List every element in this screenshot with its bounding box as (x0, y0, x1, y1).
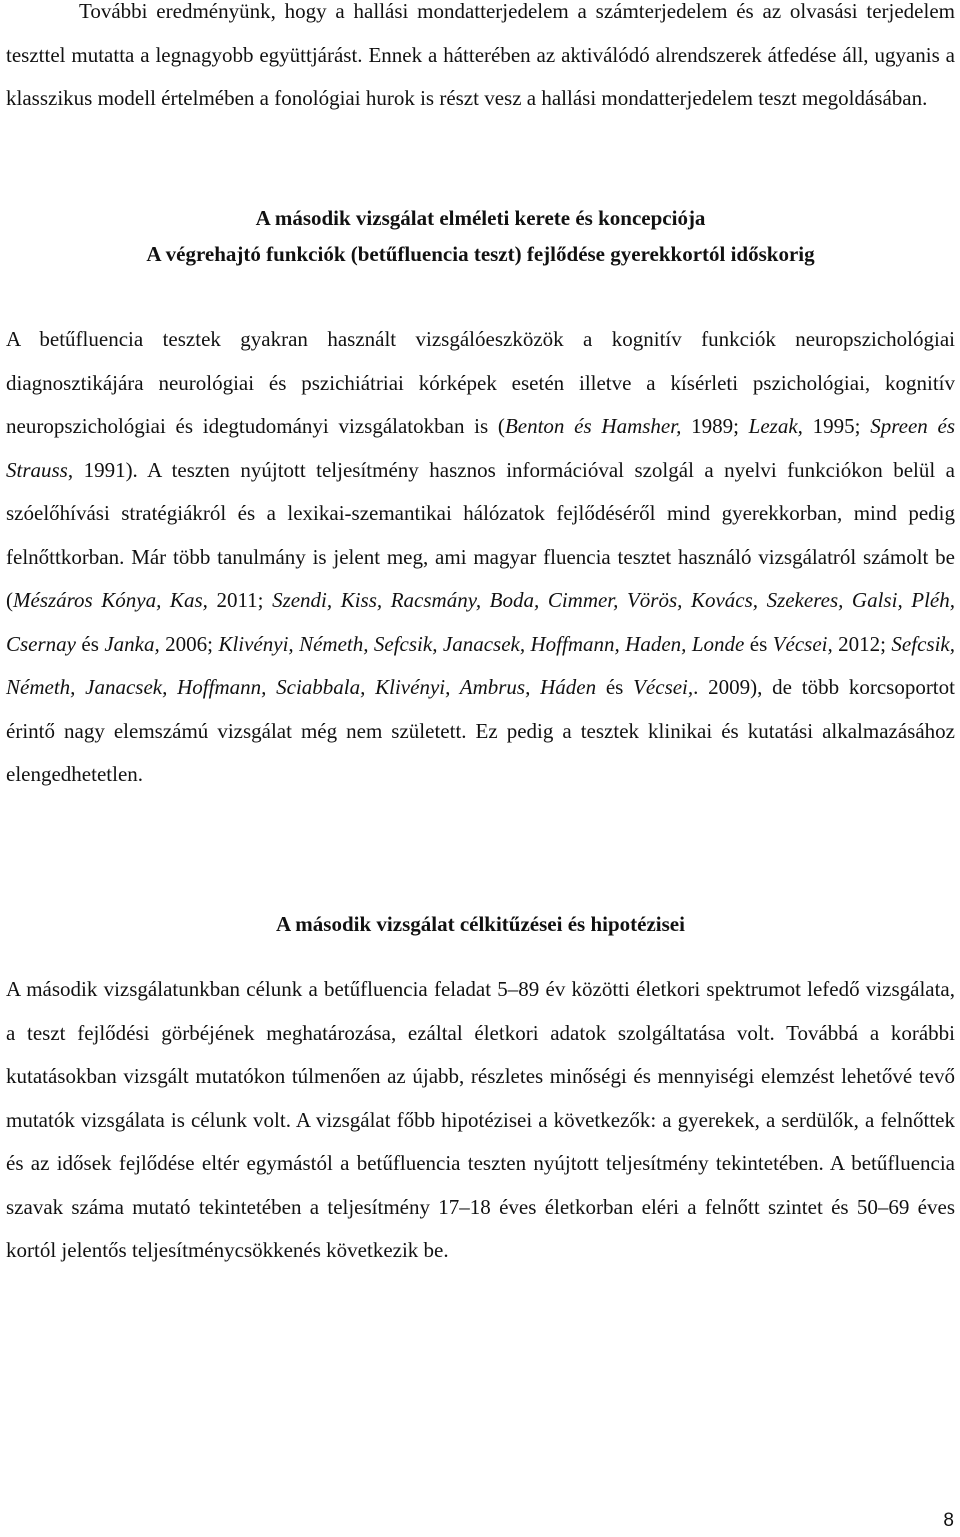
citation-authors: Lezak, (748, 414, 803, 438)
citation-authors: Sefcsik, Németh, Janacsek, Hoffmann, Sciabbala, Klivényi, Ambrus, Háden (6, 631, 955, 699)
citation-authors: Spreen és Strauss (6, 414, 956, 482)
citation-year: 1995; (802, 414, 871, 438)
citation-authors: Vécsei, (633, 675, 694, 699)
citation-authors: Mészáros Kónya, Kas, (13, 588, 208, 612)
citation-authors: Vécsei, (772, 631, 833, 656)
section-heading-framework (6, 200, 955, 272)
paragraph-letter-fluency (6, 318, 955, 797)
citation-conjunction: és (596, 675, 634, 699)
citation-year: 2006; (159, 631, 219, 656)
citation-conjunction: és (744, 631, 773, 656)
section-heading-aims: A második vizsgálat célkitűzései és hipotézisei (276, 912, 685, 936)
citation-year: , 1991). (67, 457, 148, 482)
text-segment: A betűfluencia tesztek gyakran használt vizsgálóeszközök a kognitív funkciók neuropszichológiai diagnosztikájára neurológiai és pszichiátriai kórképek esetén illetve a kísérleti pszichológiai, kognitív neuropszichológiai és idegtudományi vizsgálatokban is ( (6, 327, 955, 438)
page-number: 8 (943, 1510, 954, 1531)
citation-authors: Janka, (104, 631, 160, 656)
section-heading-line-1: A második vizsgálat elméleti kerete és koncepciója (255, 206, 706, 230)
citation-year: 2012; (832, 631, 892, 656)
citation-conjunction: és (76, 631, 105, 656)
citation-authors: Szendi, Kiss, Racsmány, Boda, Cimmer, Vörös, Kovács, Szekeres, Galsi, Pléh, Csernay (6, 588, 955, 656)
citation-authors: Benton és Hamsher, (504, 414, 682, 438)
citation-year: . 2009), (693, 675, 773, 699)
citation-authors: Klivényi, Németh, Sefcsik, Janacsek, Hoffmann, Haden, Londe (218, 631, 745, 656)
section-heading-line-2: A végrehajtó funkciók (betűfluencia teszt) fejlődése gyerekkortól időskorig (146, 242, 815, 266)
citation-year: 1989; (681, 414, 749, 438)
text-segment: de több korcsoportot érintő nagy elemszámú vizsgálat még nem született. Ez pedig a tesztek klinikai és kutatási alkalmazásához elengedhetetlen. (6, 675, 955, 786)
paragraph-aims-hypotheses: A második vizsgálatunkban célunk a betűfluencia feladat 5–89 év közötti életkori spektrumot lefedő vizsgálata, a teszt fejlődési görbéjének meghatározása, ezáltal életkori adatok szolgáltatása volt. Továbbá a korábbi kutatásokban vizsgált mutatókon túlmenően az újabb, részletes minőségi és mennyiségi elemzést lehetővé tevő mutatók vizsgálata is célunk volt. A vizsgálat főbb hipotézisei a következők: a gyerekek, a serdülők, a felnőttek és az idősek fejlődése eltér egymástól a betűfluencia teszten nyújtott teljesítmény tekintetében. A betűfluencia szavak száma mutató tekintetében a teljesítmény 17–18 éves életkorban eléri a felnőtt szintet és 50–69 éves kortól jelentős teljesítménycsökkenés következik be. (6, 977, 955, 1262)
paragraph-results: További eredményünk, hogy a hallási mondatterjedelem a számterjedelem és az olvasási terjedelem teszttel mutatta a legnagyobb együttjárást. Ennek a hátterében az aktiválódó alrendszerek átfedése áll, ugyanis a klasszikus modell értelmében a fonológiai hurok is részt vesz a hallási mondatterjedelem teszt megoldásában. (6, 0, 955, 110)
text-segment: A teszten nyújtott teljesítmény hasznos információval szolgál a nyelvi funkciókon belül a szóelőhívási stratégiákról és a lexikai-szemantikai hálózatok fejlődéséről mind gyerekkorban, mind pedig felnőttkorban. Már több tanulmány is jelent meg, ami magyar fluencia tesztet használó vizsgálatról számolt be ( (6, 457, 955, 612)
citation-year: 2011; (207, 588, 273, 612)
